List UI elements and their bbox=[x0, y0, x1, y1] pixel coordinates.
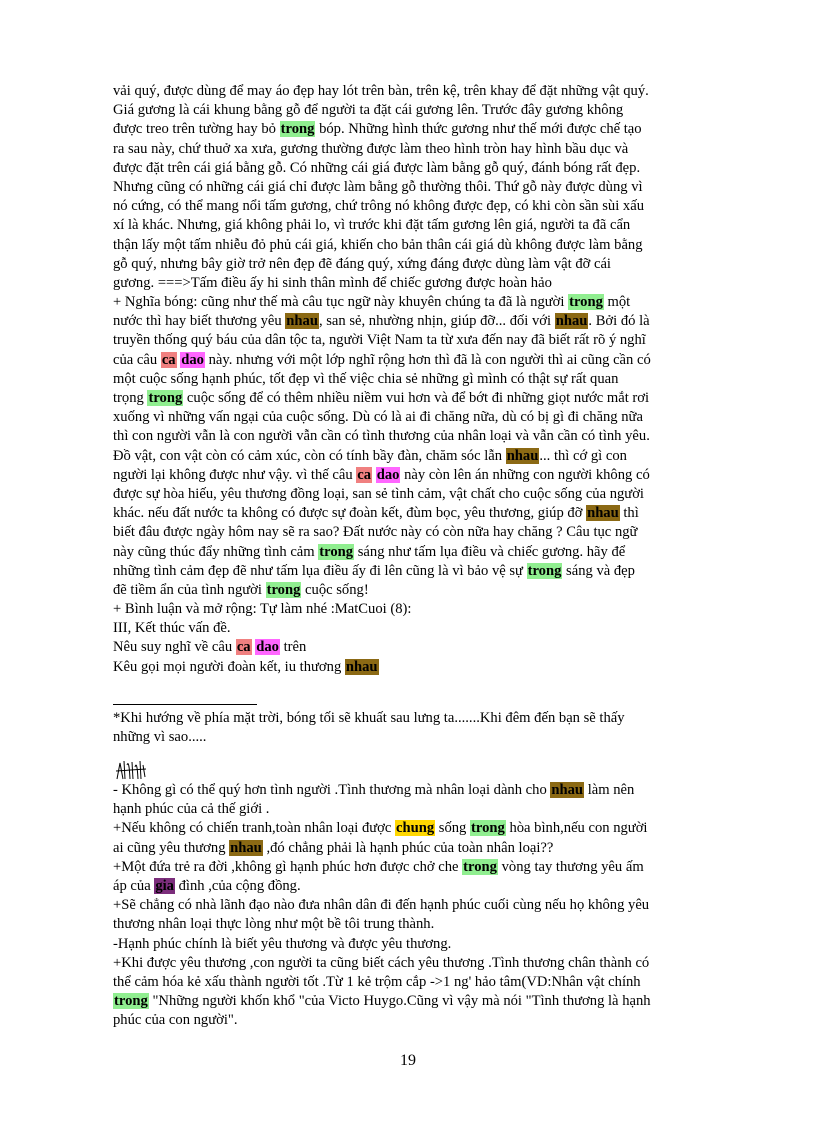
text-line bbox=[113, 839, 705, 858]
highlighted-word: gia bbox=[155, 877, 174, 894]
highlighted-word: nhau bbox=[551, 782, 584, 798]
text-line bbox=[113, 351, 705, 370]
text-run: một bbox=[603, 294, 631, 311]
text-run: sáng như tấm lụa điều và chiếc gương. hãy để bbox=[354, 543, 626, 560]
text-line bbox=[113, 274, 705, 293]
text-line bbox=[113, 120, 705, 139]
text-run: ,đó chẳng phải là hạnh phúc của toàn nhân loại?? bbox=[262, 839, 554, 856]
text-line bbox=[113, 504, 705, 523]
text-run: nó cứng, có thể mang nổi tấm gương, chứ trông nó không được đẹp, có khi còn sần sùi xấu bbox=[113, 198, 645, 215]
text-run: thể cảm hóa kẻ xấu thành người tốt .Từ 1 kẻ trộm cắp ->1 ng' hảo tâm(VD:Nhân vật chính bbox=[113, 973, 641, 990]
text-run: này. nhưng với một lớp nghĩ rộng hơn thì đã là con người thì ai cũng cần có bbox=[204, 351, 651, 368]
text-run: một cuộc sống hạnh phúc, tốt đẹp vì thế việc chia sẻ những gì mình có thật sự rất quan bbox=[113, 370, 619, 387]
text-run: vòng tay thương yêu ấm bbox=[497, 858, 644, 875]
text-run: áp của bbox=[113, 877, 155, 894]
text-run: thận lấy một tấm nhiễu đỏ phủ cái giá, khiến cho bản thân cái giá dù không được làm bằng bbox=[113, 236, 643, 253]
text-run: - Không gì có thể quý hơn tình người .Tình thương mà nhân loại dành cho bbox=[113, 782, 551, 798]
text-run: sáng và đẹp bbox=[562, 562, 635, 579]
text-run: người lại không được như vậy. vì thế câu bbox=[113, 466, 357, 483]
text-run: Nhưng cũng có những cái giá chỉ được làm bằng gỗ thường thôi. Thứ gỗ này được dùng vì bbox=[113, 178, 643, 195]
text-line bbox=[113, 619, 705, 638]
text-line bbox=[113, 389, 705, 408]
text-line bbox=[113, 896, 705, 915]
text-line bbox=[113, 915, 705, 934]
text-line bbox=[113, 819, 705, 838]
text-line bbox=[113, 709, 705, 728]
text-line bbox=[113, 638, 705, 657]
text-run: Kêu gọi mọi người đoàn kết, iu thương bbox=[113, 658, 345, 675]
text-line bbox=[113, 312, 705, 331]
highlighted-word: nhau bbox=[345, 658, 378, 675]
highlighted-word: trong bbox=[463, 858, 497, 875]
text-line bbox=[113, 447, 705, 466]
text-run: thì bbox=[619, 505, 639, 522]
text-run: ... thì cớ gì con bbox=[539, 447, 627, 464]
highlighted-word: nhau bbox=[230, 839, 262, 856]
text-line bbox=[113, 973, 705, 992]
text-line bbox=[113, 178, 705, 197]
text-line bbox=[113, 370, 705, 389]
text-line bbox=[113, 159, 705, 178]
text-run: đình ,của cộng đồng. bbox=[174, 877, 301, 894]
text-line bbox=[113, 216, 705, 235]
text-line bbox=[113, 140, 705, 159]
text-line bbox=[113, 800, 705, 819]
text-run: ai cũng yêu thương bbox=[113, 839, 230, 856]
highlighted-word: ca bbox=[236, 639, 251, 656]
text-run: thương nhân loại thực lòng như một bề tôi trung thành. bbox=[113, 916, 435, 933]
text-run: vải quý, được dùng để may áo đẹp hay lót trên bàn, trên kệ, trên khay để đặt những vật quý. bbox=[113, 83, 649, 99]
highlighted-word: trong bbox=[471, 820, 505, 837]
text-run: trọng bbox=[113, 390, 148, 406]
text-line bbox=[113, 293, 705, 312]
highlighted-word: dao bbox=[376, 466, 400, 483]
text-run: được sự hòa hiếu, yêu thương đồng loại, san sẻ tình cảm, vật chất cho cuộc sống của người bbox=[113, 485, 644, 502]
text-run: cuộc sống! bbox=[301, 581, 369, 598]
text-run: *Khi hướng về phía mặt trời, bóng tối sẽ khuất sau lưng ta.......Khi đêm đến bạn sẽ thấy bbox=[113, 710, 625, 726]
text-line bbox=[113, 1011, 705, 1030]
text-line bbox=[113, 197, 705, 216]
highlighted-word: nhau bbox=[587, 505, 619, 522]
text-run: trên bbox=[279, 639, 307, 656]
text-line bbox=[113, 728, 705, 747]
text-run: nước thì hay biết thương yêu bbox=[113, 313, 286, 330]
highlighted-word: nhau bbox=[286, 313, 318, 330]
text-run: "Những người khốn khổ "của Victo Huygo.Cũng vì vậy mà nói "Tình thương là hạnh bbox=[148, 993, 651, 1010]
text-run: hạnh phúc của cả thế giới . bbox=[113, 801, 270, 818]
text-run: III, Kết thúc vấn đề. bbox=[113, 620, 231, 637]
text-line bbox=[113, 255, 705, 274]
highlighted-word: trong bbox=[319, 543, 354, 560]
text-run: sống bbox=[435, 820, 471, 837]
text-run: gỗ quý, nhưng bây giờ trở nên đẹp đẽ đáng quý, xứng đáng được dùng làm vật đỡ cái bbox=[113, 255, 611, 272]
text-run: xí là khác. Nhưng, giá không phải lo, vì trước khi đặt tấm gương lên giá, người ta đã cẩn bbox=[113, 217, 631, 234]
text-run: biết đâu được ngày hôm nay sẽ ra sao? Đất nước này có còn nữa hay chăng ? Câu tục ngữ bbox=[113, 524, 638, 541]
highlighted-word: dao bbox=[181, 351, 204, 368]
text-run: cuộc sống để có thêm nhiều niềm vui hơn và để bớt đi những giọt nước mắt rơi bbox=[183, 390, 650, 406]
text-run: hòa bình,nếu con người bbox=[505, 820, 648, 837]
text-run: thì con người vẫn là con người vẫn cần có tình thương của nhân loại và vẫn cần có tình yêu. bbox=[113, 428, 650, 445]
text-run: +Một đứa trẻ ra đời ,không gì hạnh phúc hơn được chở che bbox=[113, 858, 463, 875]
footnote-text bbox=[113, 709, 705, 747]
text-run: +Khi được yêu thương ,con người ta cũng biết cách yêu thương .Tình thương chân thành có bbox=[113, 954, 650, 971]
text-run: này cũng thúc đẩy những tình cảm bbox=[113, 543, 319, 560]
text-line bbox=[113, 543, 705, 562]
text-run: ra sau này, chứ thuở xa xưa, gương thường được làm theo hình tròn hay hình bầu dục và bbox=[113, 140, 629, 157]
text-run: bóp. Những hình thức gương như thế mới được chế tạo bbox=[315, 121, 642, 138]
text-line bbox=[113, 485, 705, 504]
highlighted-word: trong bbox=[266, 581, 301, 598]
text-run: -Hạnh phúc chính là biết yêu thương và được yêu thương. bbox=[113, 935, 452, 952]
text-run: được đặt trên cái giá bằng gỗ. Có những cái giá được làm bằng gỗ quý, đánh bóng rất đẹp. bbox=[113, 159, 641, 176]
text-line bbox=[113, 858, 705, 877]
highlighted-word: trong bbox=[148, 390, 183, 406]
highlighted-word: chung bbox=[396, 820, 435, 837]
text-run: Giá gương là cái khung bằng gỗ để người ta đặt cái gương lên. Trước đây gương không bbox=[113, 102, 624, 119]
text-line bbox=[113, 877, 705, 896]
highlighted-word: nhau bbox=[555, 313, 588, 330]
text-run: Đồ vật, con vật còn có cảm xúc, còn có tính bầy đàn, chăm sóc lẫn bbox=[113, 447, 506, 464]
highlighted-word: trong bbox=[527, 562, 562, 579]
text-run: +Nếu không có chiến tranh,toàn nhân loại được bbox=[113, 820, 396, 837]
text-run: + Bình luận và mở rộng: Tự làm nhé :MatCuoi (8): bbox=[113, 601, 412, 618]
text-run: những tình cảm đẹp đẽ như tấm lụa điều ấy đi lên cũng là vì bảo vệ sự bbox=[113, 562, 527, 579]
text-line bbox=[113, 523, 705, 542]
page-number: 19 bbox=[400, 1052, 416, 1069]
highlighted-word: trong bbox=[569, 294, 603, 311]
body-text bbox=[113, 82, 705, 677]
text-run: phúc của con người". bbox=[113, 1012, 238, 1029]
text-run: của câu bbox=[113, 351, 161, 368]
text-run: , san sẻ, nhường nhịn, giúp đỡ... đối với bbox=[318, 313, 555, 330]
text-run: +Sẽ chẳng có nhà lãnh đạo nào đưa nhân dân đi đến hạnh phúc cuối cùng nếu họ không yêu bbox=[113, 897, 650, 914]
highlighted-word: dao bbox=[256, 639, 279, 656]
text-run: này còn lên án những con người không có bbox=[400, 466, 650, 483]
text-line bbox=[113, 331, 705, 350]
text-run: . Bởi đó là bbox=[588, 313, 650, 330]
highlighted-word: nhau bbox=[506, 447, 539, 464]
text-line bbox=[113, 781, 705, 800]
text-line bbox=[113, 101, 705, 120]
text-line bbox=[113, 236, 705, 255]
text-line bbox=[113, 935, 705, 954]
text-run: khác. nếu đất nước ta không có được sự đoàn kết, đùm bọc, yêu thương, giúp đỡ bbox=[113, 505, 587, 522]
text-run: Nêu suy nghĩ về câu bbox=[113, 639, 236, 656]
quote-text bbox=[113, 781, 705, 1030]
text-run: làm nên bbox=[584, 782, 635, 798]
text-line bbox=[113, 408, 705, 427]
highlighted-word: trong bbox=[114, 993, 148, 1010]
highlighted-word: ca bbox=[161, 351, 176, 368]
text-run: đẽ tiềm ẩn của tình người bbox=[113, 581, 266, 598]
text-line bbox=[113, 992, 705, 1011]
text-run: những vì sao..... bbox=[113, 729, 207, 746]
text-line bbox=[113, 658, 705, 677]
footnote-separator bbox=[113, 704, 257, 705]
highlighted-word: ca bbox=[357, 466, 372, 483]
text-line bbox=[113, 600, 705, 619]
text-line bbox=[113, 954, 705, 973]
highlighted-word: trong bbox=[280, 121, 315, 138]
text-run: xuống vì những vấn ngại của cuộc sống. Dù có là ai đi chăng nữa, dù có bị gì đi chăng nữa bbox=[113, 409, 643, 426]
text-run: truyền thống quý báu của dân tộc ta, người Việt Nam ta từ xưa đến nay đã biết rất rõ ý nghĩ bbox=[113, 332, 646, 349]
text-line bbox=[113, 466, 705, 485]
text-run: gương. ===>Tấm điều ấy hi sinh thân mình để chiếc gương được hoàn hảo bbox=[113, 274, 552, 291]
text-line bbox=[113, 82, 705, 101]
text-line bbox=[113, 581, 705, 600]
text-run: + Nghĩa bóng: cũng như thế mà câu tục ngữ này khuyên chúng ta đã là người bbox=[113, 294, 569, 311]
text-line bbox=[113, 427, 705, 446]
text-line bbox=[113, 562, 705, 581]
text-run: được treo trên tường hay bỏ bbox=[113, 121, 280, 138]
